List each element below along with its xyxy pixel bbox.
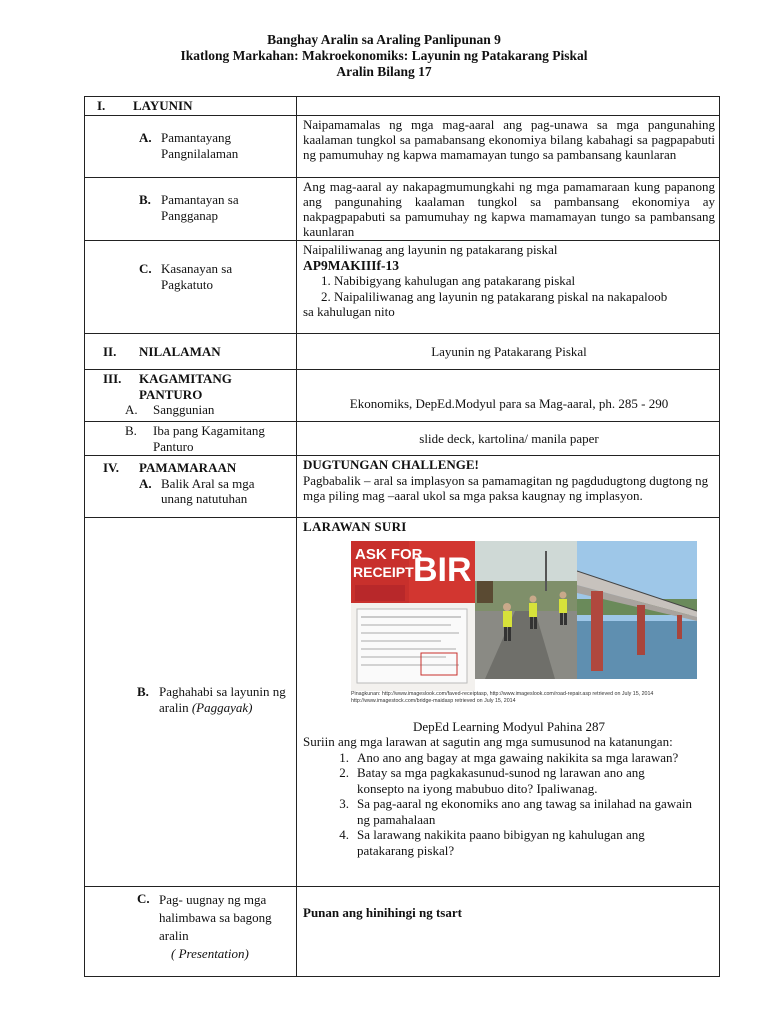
lesson-plan-table bbox=[84, 96, 720, 977]
section-number: IV. bbox=[103, 460, 120, 475]
question-number: 4. bbox=[339, 827, 349, 842]
row-nilalaman bbox=[85, 334, 720, 370]
balik-aral-cell bbox=[297, 456, 720, 518]
document-header bbox=[0, 32, 768, 80]
activity-text: Pagbabalik – aral sa implasyon sa pamamagitan ng pagdudugtong dugtong ng mga piling mag –aaral ukol sa mga paksa kaugnay ng implasyon. bbox=[303, 472, 709, 503]
row-pag-uugnay bbox=[85, 887, 720, 977]
question-item bbox=[303, 750, 715, 766]
row-label: Balik Aral sa mga unang natutuhan bbox=[161, 475, 255, 506]
competency-intro: Naipaliliwanag ang layunin ng patakarang piskal bbox=[303, 242, 558, 257]
poster-ask-text: ASK FOR bbox=[355, 545, 423, 563]
item-letter: A. bbox=[139, 475, 152, 491]
row-label: Pag- uugnay ng mga halimbawa sa bagong aralin bbox=[159, 892, 272, 943]
row-pamantayan-sa-pangganap bbox=[85, 178, 720, 241]
item-letter: A. bbox=[125, 402, 138, 417]
road-repair-image bbox=[475, 541, 577, 679]
item-letter: B. bbox=[137, 684, 149, 699]
question-text: Batay sa mga pagkakasunud-sunod ng larawan ano ang konsepto na iyong mabubuo dito? Ipaliwanag. bbox=[357, 765, 645, 796]
poster-receipt-text: RECEIPT bbox=[353, 563, 414, 580]
activity-heading: DUGTUNGAN CHALLENGE! bbox=[303, 457, 479, 472]
question-number: 2. bbox=[339, 765, 349, 780]
receipt-poster-image bbox=[351, 541, 475, 691]
row-iba-pang-kagamitan bbox=[85, 422, 720, 456]
question-text: Sa pag-aaral ng ekonomiks ano ang tawag sa inilahad na gawain ng pamahalaan bbox=[357, 796, 692, 827]
row-sanggunian bbox=[85, 370, 720, 422]
objective-1: 1. Nabibigyang kahulugan ang patakarang piskal bbox=[321, 273, 576, 288]
row-label: Kasanayan sa Pagkatuto bbox=[161, 261, 233, 292]
row-content: Layunin ng Patakarang Piskal bbox=[297, 334, 720, 370]
bridge-image bbox=[577, 541, 697, 679]
section-number: II. bbox=[103, 344, 117, 359]
item-letter: B. bbox=[139, 192, 151, 207]
row-kasanayan-sa-pagkatuto bbox=[85, 241, 720, 334]
item-letter: C. bbox=[139, 261, 152, 276]
section-number: I. bbox=[97, 98, 106, 113]
row-label-italic: (Paggayak) bbox=[191, 699, 253, 715]
empty-cell bbox=[297, 97, 720, 116]
activity-heading: LARAWAN SURI bbox=[303, 519, 407, 534]
row-content: Naipamamalas ng mga mag-aaral ang pag-unawa sa mga pangunahing kaalaman tungkol sa pamabansang ekonomiya bilang kabahagi sa pagpapabuti ng pamumuhay ng kapwa mamamayan tungo sa pambansang kaunlaran bbox=[297, 116, 720, 178]
objective-2: 2. Naipaliliwanag ang layunin ng patakarang piskal na nakapaloob bbox=[321, 288, 668, 304]
image-caption: DepEd Learning Modyul Pahina 287 bbox=[412, 718, 606, 734]
instruction-text: Suriin ang mga larawan at sagutin ang mga sumusunod na katanungan: bbox=[303, 734, 673, 749]
question-item bbox=[303, 827, 715, 858]
row-content: Ekonomiks, DepEd.Modyul para sa Mag-aaral, ph. 285 - 290 bbox=[297, 370, 720, 422]
row-content: Ang mag-aaral ay nakapagmumungkahi ng mga pamamaraan kung papanong ang pangunahing kaalaman tungkol sa pambansang ekonomiya ay nakpagpapabuti sa pamumuhay ng kapwa mamamayan tungo sa pambansang kaunlaran bbox=[297, 178, 720, 241]
image-source-credit: Pinagkunan: http://www.imageslook.com/faved-receiptasp, http://www.imageslook.com/road-repair.asp retrieved on July 15, 2014 http://www.imagestock.com/bridge-maidasp retrieved on July 15, 2014 bbox=[351, 690, 654, 704]
row-label: Sanggunian bbox=[153, 402, 215, 417]
row-balik-aral bbox=[85, 456, 720, 518]
row-content: Punan ang hinihingi ng tsart bbox=[297, 887, 720, 977]
item-letter: C. bbox=[137, 891, 150, 906]
doc-lesson-number: Aralin Bilang 17 bbox=[336, 64, 432, 79]
row-label-wrap bbox=[159, 684, 292, 715]
question-item bbox=[303, 765, 715, 796]
row-content: slide deck, kartolina/ manila paper bbox=[297, 422, 720, 456]
section-title: LAYUNIN bbox=[133, 98, 193, 113]
row-label: Paghahabi sa layunin ng aralin bbox=[159, 684, 286, 715]
larawan-suri-images bbox=[351, 541, 697, 709]
row-label: Pamantayan sa Pangganap bbox=[161, 192, 239, 223]
section-title: KAGAMITANG PANTURO bbox=[139, 371, 232, 402]
item-letter: A. bbox=[139, 130, 152, 145]
question-text: Ano ano ang bagay at mga gawaing nakikita sa mga larawan? bbox=[357, 749, 679, 765]
question-number: 1. bbox=[339, 749, 349, 765]
row-label: Pamantayang Pangnilalaman bbox=[161, 130, 239, 161]
doc-subtitle: Ikatlong Markahan: Makroekonomiks: Layunin ng Patakarang Piskal bbox=[180, 48, 588, 63]
doc-title: Banghay Aralin sa Araling Panlipunan 9 bbox=[267, 32, 501, 47]
item-letter: B. bbox=[125, 423, 137, 438]
larawan-suri-cell bbox=[297, 518, 720, 887]
row-layunin bbox=[85, 97, 720, 116]
competency-cell bbox=[297, 241, 720, 334]
poster-bir-text: BIR bbox=[413, 550, 472, 589]
question-text: Sa larawang nakikita paano bibigyan ng kahulugan ang patakarang piskal? bbox=[357, 827, 645, 858]
question-list bbox=[303, 750, 715, 859]
section-number: III. bbox=[103, 371, 122, 386]
section-title: NILALAMAN bbox=[139, 344, 221, 359]
row-paghahabi bbox=[85, 518, 720, 887]
row-pamantayang-pangnilalaman bbox=[85, 116, 720, 178]
section-title: PAMAMARAAN bbox=[139, 460, 237, 475]
question-item bbox=[303, 796, 715, 827]
competency-code: AP9MAKIIIf-13 bbox=[303, 257, 399, 273]
question-number: 3. bbox=[339, 796, 349, 811]
objective-2-cont: sa kahulugan nito bbox=[303, 304, 395, 319]
row-label-italic: ( Presentation) bbox=[171, 946, 249, 961]
row-label: Iba pang Kagamitang Panturo bbox=[153, 423, 265, 454]
